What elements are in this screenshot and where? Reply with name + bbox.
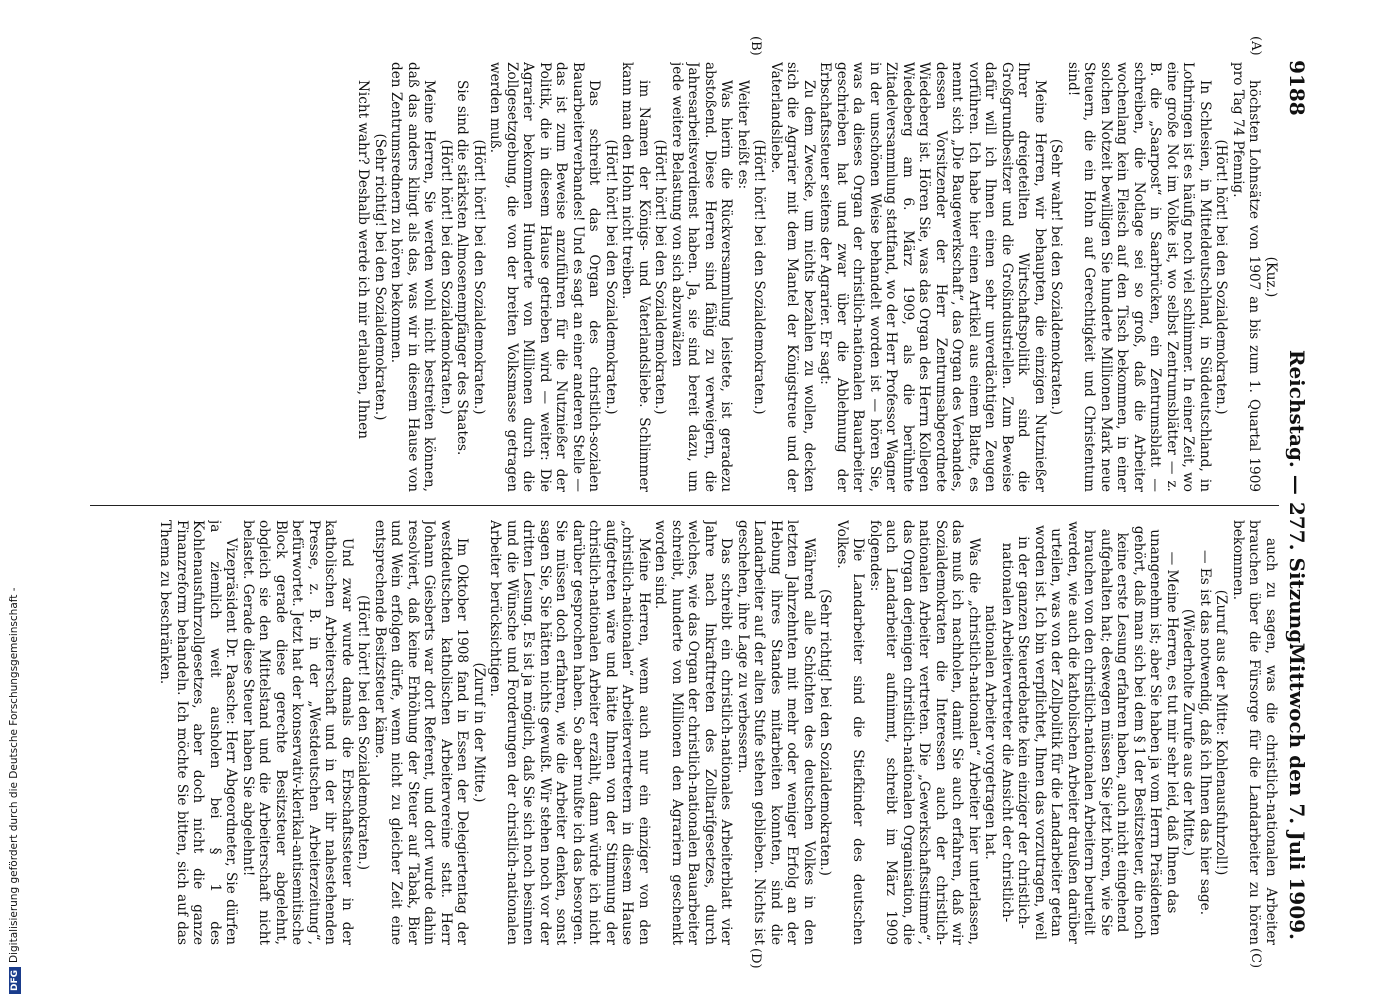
- paragraph: (Hört! hört! bei den Sozialdemokraten.): [355, 594, 372, 870]
- paragraph: Das schreibt ein christlich-nationales Arbeiterblatt vier Jahre nach Inkrafttreten des Zolltarifgesetzes, durch welches, wie das Organ der christlich-nationalen Bauarbeiter schreibt, hunderte von Millionen den Agrariern geschenkt worden sind.: [652, 520, 735, 945]
- paragraph: (Zuruf aus der Mitte: Kohlenausfuhrzoll!): [1213, 589, 1230, 876]
- paragraph: Meine Herren, Sie werden wohl nicht bestreiten können, daß das anders klingt als das, was wir in diesem Hause von den Zentrumsrednern zu hören bekommen.: [388, 62, 438, 492]
- paragraph: Sie sind die stärksten Almosenempfänger des Staates.: [454, 80, 471, 456]
- paragraph: In Schlesien, in Mitteldeutschland, in Süddeutschland, in Lothringen ist es häufig noch viel schlimmer. In einer Zeit, wo eine große Not im Volke ist, wo selbst Zentrumsblätter — z. B. die „Saarpost“ in Saarbrücken, ein Zentrumsblatt — schreiben, die Notlage sei so groß, daß die Arbeiter wochenlang kein Fleisch auf den Tisch bekommen, in einer solchen Notzeit bewilligen Sie hunderte Millionen Mark neue Steuern, die ein Hohn auf Gerechtigkeit und Christentum sind!: [1065, 62, 1213, 492]
- credit-text: Digitalisierung gefördert durch die Deutsche Forschungsgemeinschaft -: [8, 587, 20, 963]
- right-text-column: [90, 520, 1279, 945]
- digitization-credit: [8, 274, 28, 994]
- paragraph: Was die „christlich-nationalen“ Arbeiter hier unterlassen, das muß ich nachholen, damit Sie auch erfahren, daß wir Sozialdemokraten die Interessen auch der christlich-nationalen Arbeiter vertreten. Die „Gewerkschaftsstimme“, das Organ derjenigen christlich-nationalen Organisation, die auch Landarbeiter aufnimmt, schreibt im März 1909 folgendes:: [867, 520, 982, 945]
- paragraph: (Hört! hört! bei den Sozialdemokraten.): [603, 139, 619, 415]
- paragraph: — Es ist das notwendig, daß ich Ihnen das hier sage.: [1197, 549, 1213, 916]
- paragraph: höchsten Lohnsätze von 1907 an bis zum 1. Quartal 1909 pro Tag 74 Pfennig.: [1230, 62, 1263, 492]
- paragraph: Zu dem Zwecke, um nichts bezahlen zu wollen, decken sich die Agrarier mit dem Mantel der Königstreue und der Vaterlandsliebe.: [768, 62, 817, 492]
- paragraph: (Sehr richtig! bei den Sozialdemokraten.): [817, 589, 834, 876]
- paragraph: (Hört! hört! bei den Sozialdemokraten.): [438, 139, 454, 415]
- margin-marker-c: (C): [1248, 948, 1263, 969]
- paragraph: Nicht wahr? Deshalb werde ich mir erlauben, Ihnen: [355, 80, 372, 440]
- paragraph: (Hört! hört! bei den Sozialdemokraten.): [1213, 139, 1230, 415]
- paragraph: (Sehr richtig! bei den Sozialdemokraten.): [372, 133, 388, 421]
- paragraph: (Hört! hört! bei den Sozialdemokraten.): [751, 139, 768, 415]
- paragraph: (Zuruf in der Mitte.): [471, 662, 487, 803]
- dfg-logo: DFG: [9, 967, 21, 994]
- left-text-column: [90, 62, 1279, 492]
- column-divider: [90, 505, 1279, 506]
- paragraph: Die Landarbeiter sind die Stiefkinder des deutschen Volkes.: [834, 520, 867, 945]
- paragraph: Während alle Schichten des deutschen Volkes in den letzten Jahrzehnten mit mehr oder weniger Erfolg an der Hebung ihres Standes mitarbeiten konnten, sind die Landarbeiter auf der alten Stufe stehen geblieben. Nichts ist geschehen, ihre Lage zu verbessern.: [735, 520, 817, 945]
- paragraph: (Hört! hört! bei den Sozialdemokraten.): [652, 139, 669, 415]
- paragraph: (Hört! hört! bei den Sozialdemokraten.): [471, 139, 487, 415]
- paragraph: (Sehr wahr! bei den Sozialdemokraten.): [1048, 138, 1065, 416]
- paragraph: Das schreibt das Organ des christlich-sozialen Bauarbeiterverbandes! Und es sagt an einer anderen Stelle — das ist zum Beweise anzuführen für die Nutznießer der Politik, die in diesem Hause getrieben wird — weiter: Die Agrarier bekommen Hunderte von Millionen durch die Zollgesetzgebung, die von der breiten Volksmasse getragen werden muß.: [487, 62, 603, 492]
- paragraph: Was hierin die Rückversammlung leistete, ist geradezu abstoßend. Diese Herren sind fähig zu verweigern, die Jahresarbeitsverdienst haben. Ja, sie sind bereit dazu, um jede weitere Belastung von sich abzuwälzen: [669, 62, 735, 492]
- page-header: [1285, 60, 1309, 940]
- page-number: 9188: [1285, 60, 1309, 116]
- margin-marker-d: (D): [748, 948, 763, 969]
- margin-marker-b: (B): [748, 36, 763, 56]
- page-title: Reichstag. — 277. Sitzung.: [1285, 349, 1309, 651]
- paragraph: im Namen der Königs- und Vaterlandsliebe. Schlimmer kann man den Hohn nicht treiben.: [619, 62, 652, 492]
- paragraph: Meine Herren, wir behaupten, die einzigen Nutznießer Ihrer dreigeteilten Wirtschaftspolitik sind die Großgrundbesitzer und die Großindustriellen. Zum Beweise dafür will ich Ihnen einen sehr unverdächtigen Zeugen vorführen. Ich habe hier einen Artikel aus einem Blatte, es nennt sich „Die Baugewerkschaft“, das Organ des Verbandes, dessen Vorsitzender der Herr Zentrumsabgeordnete Wiedeberg ist. Hören Sie, was das Organ des Herrn Kollegen Wiedeberg am 6. März 1909, als die berühmte Zitadelversammlung stattfand, wo der Herr Professor Wagner in der unschönen Weise behandelt worden ist — hören Sie, was da dieses Organ der christlich-nationalen Bauarbeiter geschrieben hat und zwar über die Ablehnung der Erbschaftssteuer seitens der Agrarier. Er sagt:: [817, 62, 1048, 492]
- paragraph: Vizepräsident Dr. Paasche: Herr Abgeordneter, Sie dürfen ja ziemlich weit ausholen bei § 1 des Kohlenausfuhrzollgesetzes, aber doch nicht die ganze Finanzreform behandeln. Ich möchte Sie bitten, sich auf das Thema zu beschränken.: [157, 520, 240, 945]
- paragraph: Im Oktober 1908 fand in Essen der Delegiertentag der westdeutschen katholischen Arbeitervereine statt. Herr Johann Giesberts war dort Referent, und dort wurde dahin resolviert, daß keine Erhöhung der Steuer auf Tabak, Bier und Wein erfolgen dürfe, wenn nicht zu gleicher Zeit eine entsprechende Besitzsteuer käme.: [372, 520, 471, 945]
- paragraph: Und zwar wurde damals die Erbschaftssteuer in der katholischen Arbeiterschaft und in der ihr nahestehenden Presse, z. B. in der „Westdeutschen Arbeiterzeitung“, befürwortet. Jetzt hat der konservativ-klerikal-antisemitische Block gerade diese gerechte Besitzsteuer abgelehnt, obgleich sie den Mittelstand und die Arbeiterschaft nicht belastet. Gerade diese Steuer haben Sie abgelehnt!: [240, 520, 355, 945]
- paragraph: (Wiederholte Zurufe aus der Mitte.): [1180, 608, 1197, 857]
- paragraph: Weiter heißt es:: [735, 80, 751, 190]
- paragraph: (Kuz.): [1263, 256, 1279, 298]
- page-date: Mittwoch den 7. Juli 1909.: [1285, 642, 1309, 940]
- paragraph: Meine Herren, wenn auch nur ein einziger von den „christlich-nationalen“ Arbeitervertretern in diesem Hause aufgetreten wäre und hätte Ihnen von der Stimmung der christlich-nationalen Arbeiter erzählt, dann würde ich nicht darüber gesprochen haben. So aber mußte ich das besorgen. Sie müssen doch erfahren, wie die Arbeiter denken, sonst sagen Sie, Sie hätten nichts gewußt. Wir stehen noch vor der dritten Lesung. Es ist ja möglich, daß Sie sich noch besinnen und die Wünsche und Forderungen der christlich-nationalen Arbeiter berücksichtigen.: [487, 520, 652, 945]
- paragraph: auch zu sagen, was die christlich-nationalen Arbeiter brauchen über die Fürsorge für die Landarbeiter zu hören bekommen.: [1230, 520, 1279, 945]
- margin-marker-a: (A): [1248, 36, 1263, 56]
- paragraph: — Meine Herren, es tut mir sehr leid, daß Ihnen das unangenehm ist; aber Sie haben ja vom Herrn Präsidenten gehört, daß man sich bei dem § 1 der Besitzsteuer, die noch keine erste Lesung erfahren haben, auch nicht eingehend aufgehalten hat; deswegen müssen Sie jetzt hören, wie Sie brauchen von den christlich-nationalen Arbeitern beurteilt werden, wie auch die katholischen Arbeiter draußen darüber urteilen, was von der Zollpolitik für die Landarbeiter getan worden ist. Ich bin verpflichtet, Ihnen das vorzutragen, weil in der ganzen Steuerdebatte kein einziger der christlich-nationalen Arbeitervertreter die Ansicht der christlich-nationalen Arbeiter vorgetragen hat.: [982, 521, 1180, 944]
